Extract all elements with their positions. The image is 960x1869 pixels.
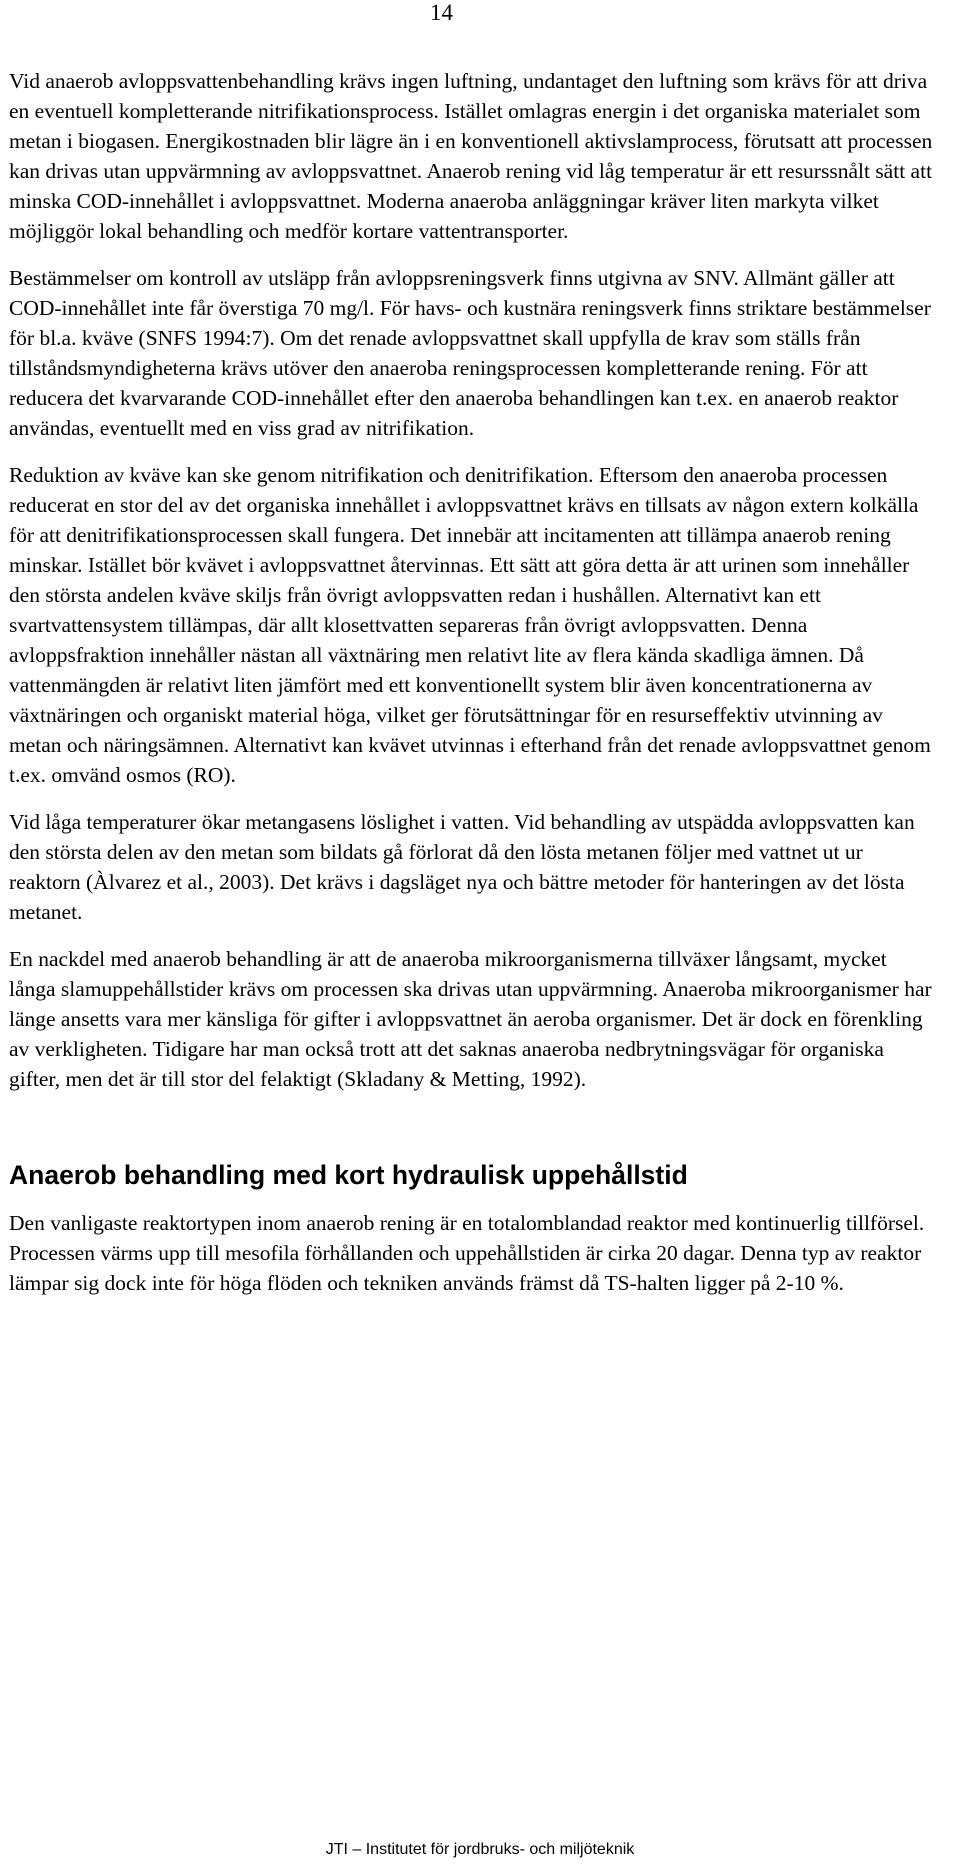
paragraph: Den vanligaste reaktortypen inom anaerob rening är en totalomblandad reaktor med kontinuerlig tillförsel. Processen värms upp till mesofila förhållanden och uppehållstiden är cirka 20 dagar. Denna typ av reaktor lämpar sig dock inte för höga flöden och tekniken används främst då TS-halten ligger på 2-10 %. bbox=[9, 1211, 925, 1295]
section-heading: Anaerob behandling med kort hydraulisk uppehållstid bbox=[9, 1160, 688, 1190]
page-number: 14 bbox=[430, 0, 453, 25]
paragraph: Reduktion av kväve kan ske genom nitrifikation och denitrifikation. Eftersom den anaeroba processen reducerat en stor del av det organiska innehållet i avloppsvattnet krävs en tillsats av någon extern kolkälla för att denitrifikationsprocessen skall fungera. Det innebär att incitamenten att tillämpa anaerob rening minskar. Istället bör kvävet i avloppsvattnet återvinnas. Ett sätt att göra detta är att urinen som innehåller den största andelen kväve skiljs från övrigt avloppsvatten redan i hushållen. Alternativt kan ett svartvattensystem tillämpas, där allt klosettvatten separeras från övrigt avloppsvatten. Denna avloppsfraktion innehåller nästan all växtnäring men relativt lite av flera kända skadliga ämnen. Då vattenmängden är relativt liten jämfört med ett konventionellt system blir även koncentrationerna av växtnäringen och organiskt material höga, vilket ger förutsättningar för en resurseffektiv utvinning av metan och näringsämnen. Alternativt kan kvävet utvinnas i efterhand från det renade avloppsvattnet genom t.ex. omvänd osmos (RO). bbox=[9, 463, 931, 787]
paragraph: Vid anaerob avloppsvattenbehandling krävs ingen luftning, undantaget den luftning som krävs för att driva en eventuell kompletterande nitrifikationsprocess. Istället omlagras energin i det organiska materialet som metan i biogasen. Energikostnaden blir lägre än i en konventionell aktivslamprocess, förutsatt att processen kan drivas utan uppvärmning av avloppsvattnet. Anaerob rening vid låg temperatur är ett resurssnålt sätt att minska COD-innehållet i avloppsvattnet. Moderna anaeroba anläggningar kräver liten markyta vilket möjliggör lokal behandling och medför kortare vattentransporter. bbox=[9, 69, 933, 243]
paragraph: Bestämmelser om kontroll av utsläpp från avloppsreningsverk finns utgivna av SNV. Allmänt gäller att COD-innehållet inte får överstiga 70 mg/l. För havs- och kustnära reningsverk finns striktare bestämmelser för bl.a. kväve (SNFS 1994:7). Om det renade avloppsvattnet skall uppfylla de krav som ställs från tillståndsmyndigheterna krävs utöver den anaeroba reningsprocessen kompletterande rening. För att reducera det kvarvarande COD-innehållet efter den anaeroba behandlingen kan t.ex. en anaerob reaktor användas, eventuellt med en viss grad av nitrifikation. bbox=[9, 266, 931, 440]
paragraph: En nackdel med anaerob behandling är att de anaeroba mikroorganismerna tillväxer långsamt, mycket långa slamuppehållstider krävs om processen ska drivas utan uppvärmning. Anaeroba mikroorganismer har länge ansetts vara mer känsliga för gifter i avloppsvattnet än aeroba organismer. Det är dock en förenkling av verkligheten. Tidigare har man också trott att det saknas anaeroba nedbrytningsvägar för organiska gifter, men det är till stor del felaktigt (Skladany & Metting, 1992). bbox=[9, 947, 932, 1091]
paragraph: Vid låga temperaturer ökar metangasens löslighet i vatten. Vid behandling av utspädda avloppsvatten kan den största delen av den metan som bildats gå förlorat då den lösta metanen följer med vattnet ut ur reaktorn (Àlvarez et al., 2003). Det krävs i dagsläget nya och bättre metoder för hanteringen av det lösta metanet. bbox=[9, 810, 915, 924]
document-body bbox=[9, 66, 933, 1298]
page-footer: JTI – Institutet för jordbruks- och miljöteknik bbox=[325, 1841, 635, 1858]
